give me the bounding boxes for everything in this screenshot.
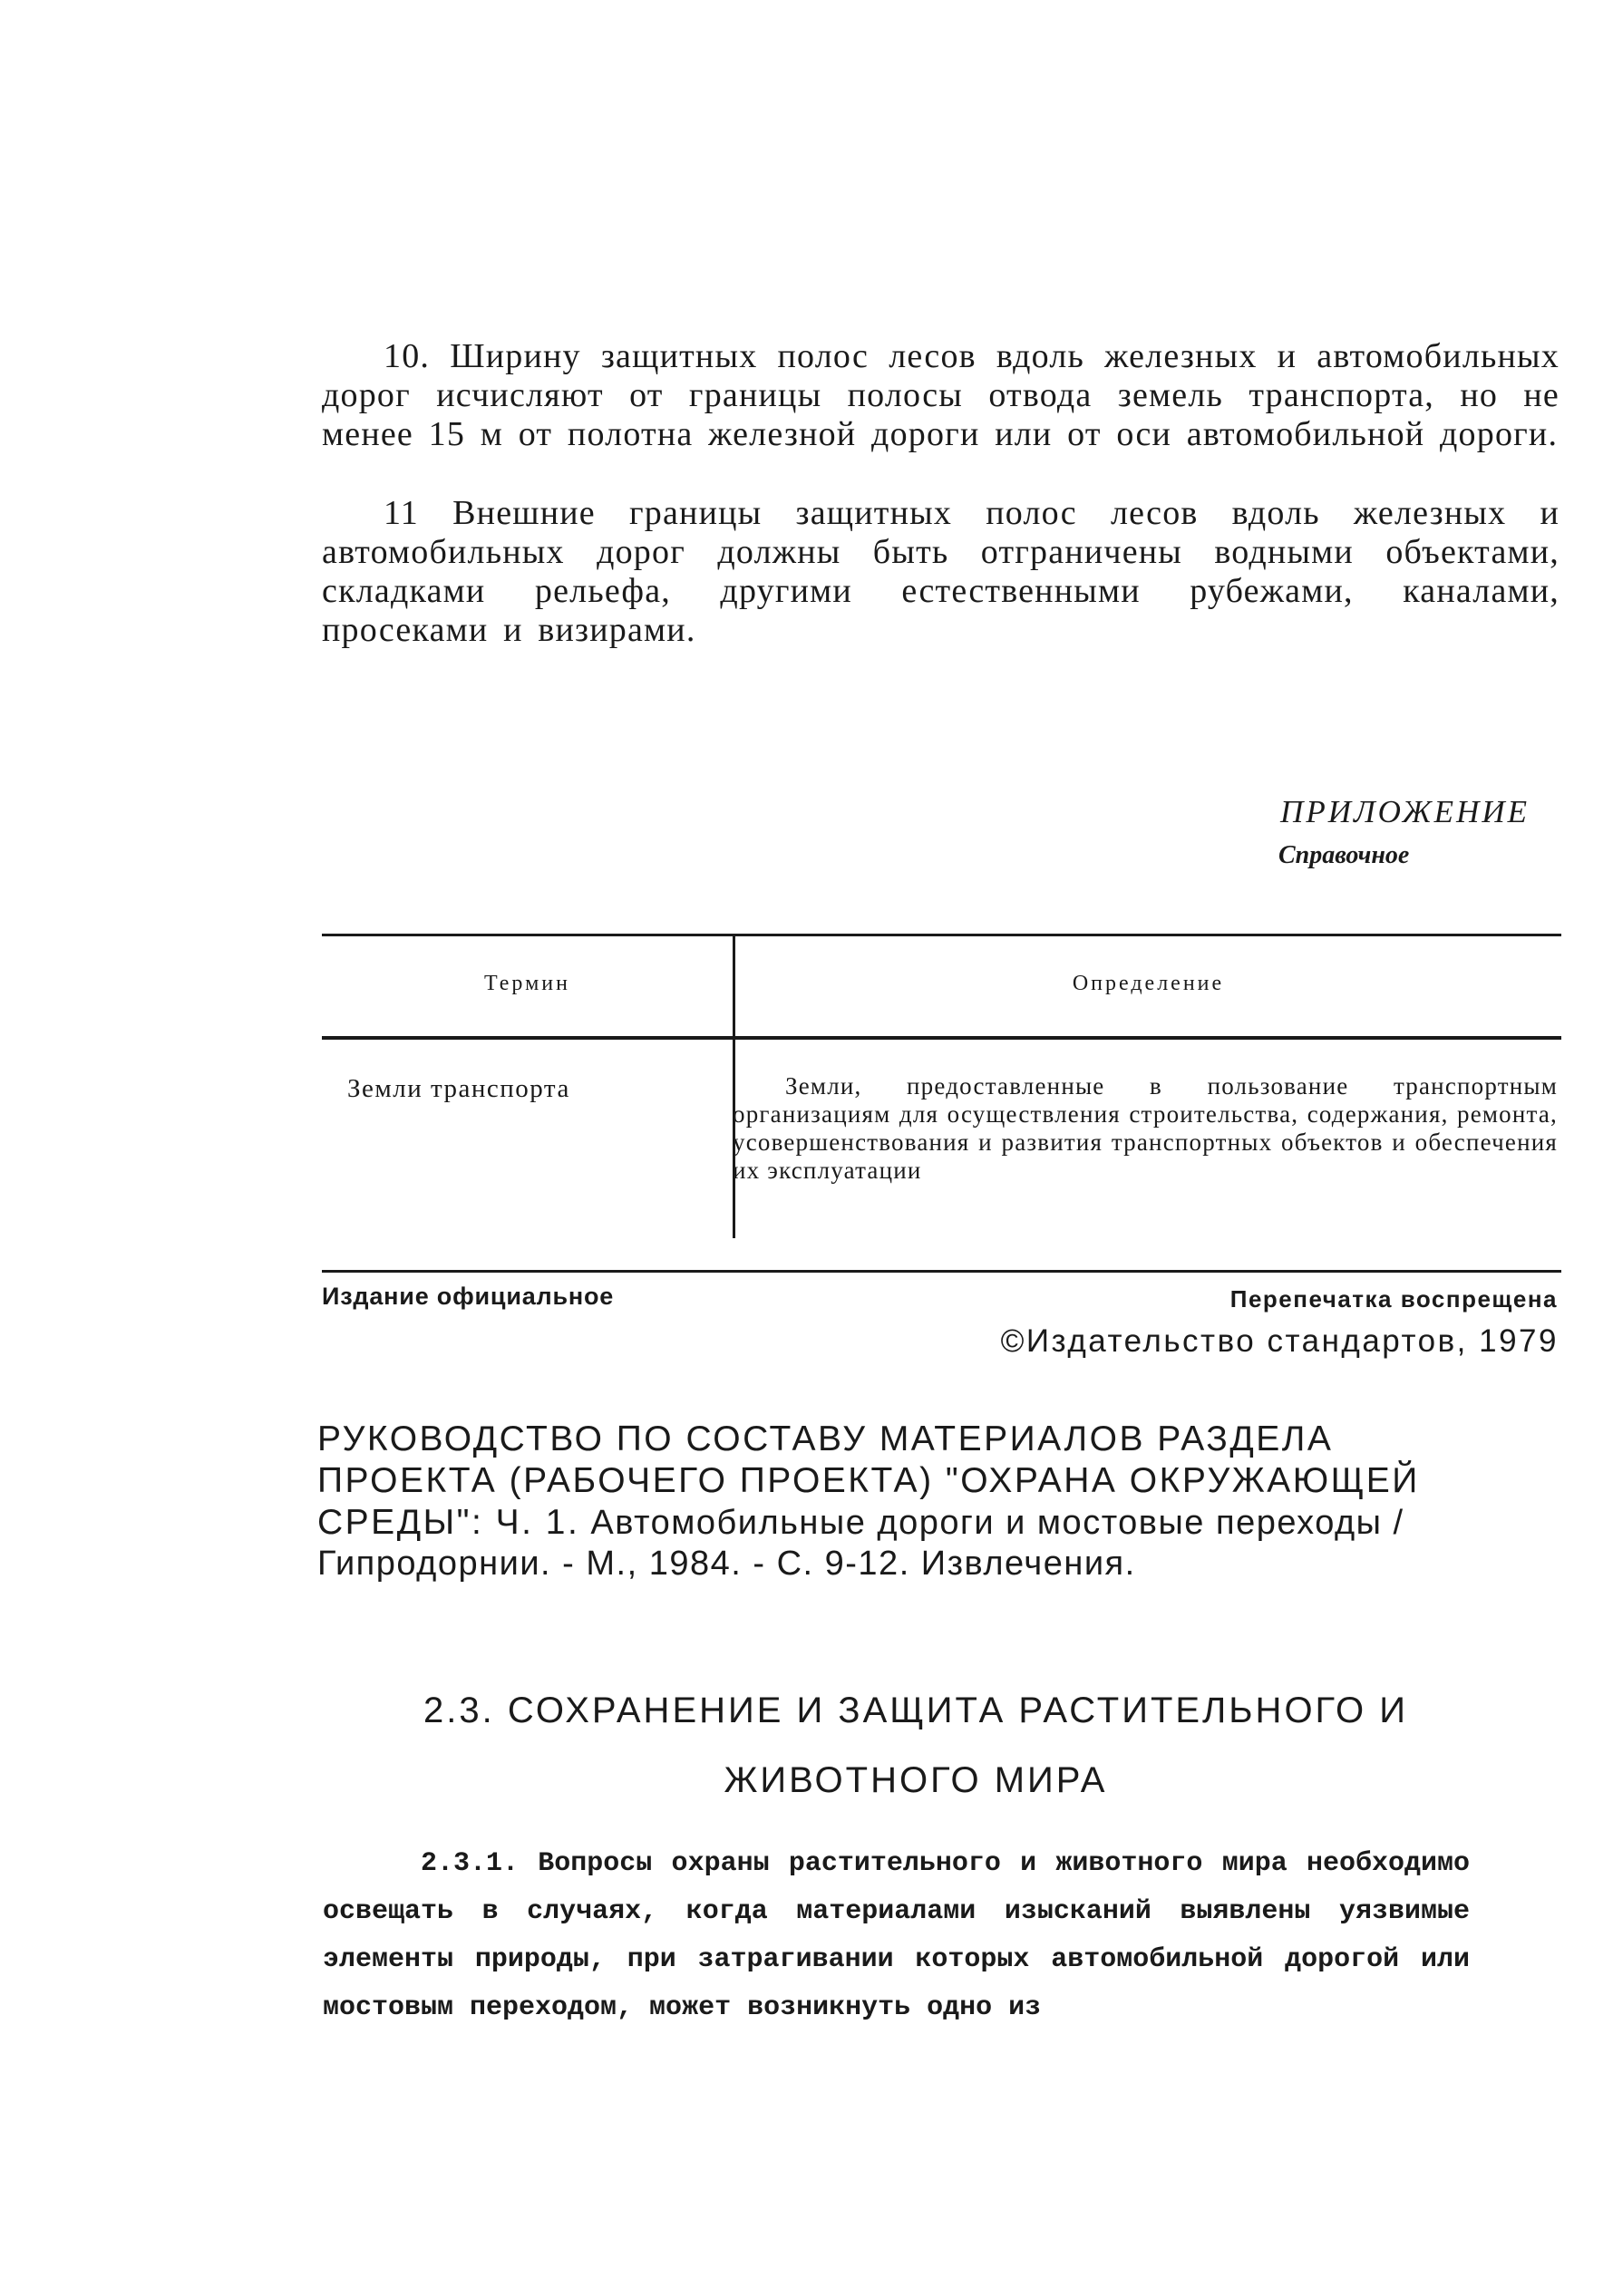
section-body-text: 2.3.1. Вопросы охраны растительного и животного мира необходимо освещать в случаях, когда материалами изысканий выявлены уязвимые элементы природы, при затрагивании которых автомобильной дорогой или мостовым переходом, может возникнуть одно из (323, 1848, 1470, 2023)
appendix-subtitle: Справочное (1278, 841, 1410, 869)
official-edition-note: Издание официальное (322, 1283, 615, 1310)
copyright-line: ©Издательство стандартов, 1979 (1000, 1323, 1559, 1359)
table-bottom-rule (322, 1270, 1561, 1273)
table-top-rule (322, 934, 1561, 936)
section-title-line-1: 2.3. СОХРАНЕНИЕ И ЗАЩИТА РАСТИТЕЛЬНОГО И (423, 1691, 1408, 1730)
table-header-term: Термин (484, 972, 570, 995)
reprint-prohibited-note: Перепечатка воспрещена (1229, 1285, 1558, 1313)
table-cell-definition: Земли, предоставленные в пользование транспортным организациям для осуществления строительства, содержания, ремонта, усовершенствования и развития транспортных объектов и обеспечения их эксплуатации (733, 1072, 1558, 1184)
bibliographic-reference (317, 1419, 1428, 1584)
paragraph-10: 10. Ширину защитных полос лесов вдоль железных и автомобильных дорог исчисляют от границы полосы отвода земель транспорта, но не менее 15 м от полотна железной дороги или от оси автомобильной дороги. (322, 337, 1560, 453)
table-header-rule (322, 1036, 1561, 1040)
table-cell-term: Земли транспорта (347, 1074, 570, 1103)
paragraph-11: 11 Внешние границы защитных полос лесов вдоль железных и автомобильных дорог должны быть отграничены водными объектами, складками рельефа, другими естественными рубежами, каналами, просеками и визирами. (322, 494, 1560, 649)
section-title-line-2: ЖИВОТНОГО МИРА (724, 1760, 1108, 1800)
appendix-title: ПРИЛОЖЕНИЕ (1280, 794, 1530, 829)
table-header-definition: Определение (1072, 972, 1225, 995)
reference-details: Автомобильные дороги и мостовые переходы / Гипродорнии. - М., 1984. - С. 9-12. Извлечения. (317, 1504, 1404, 1583)
reference-title: РУКОВОДСТВО ПО СОСТАВУ МАТЕРИАЛОВ РАЗДЕЛА ПРОЕКТА (РАБОЧЕГО ПРОЕКТА) "ОХРАНА ОКРУЖАЮЩЕЙ СРЕДЫ": Ч. 1. (317, 1419, 1420, 1542)
